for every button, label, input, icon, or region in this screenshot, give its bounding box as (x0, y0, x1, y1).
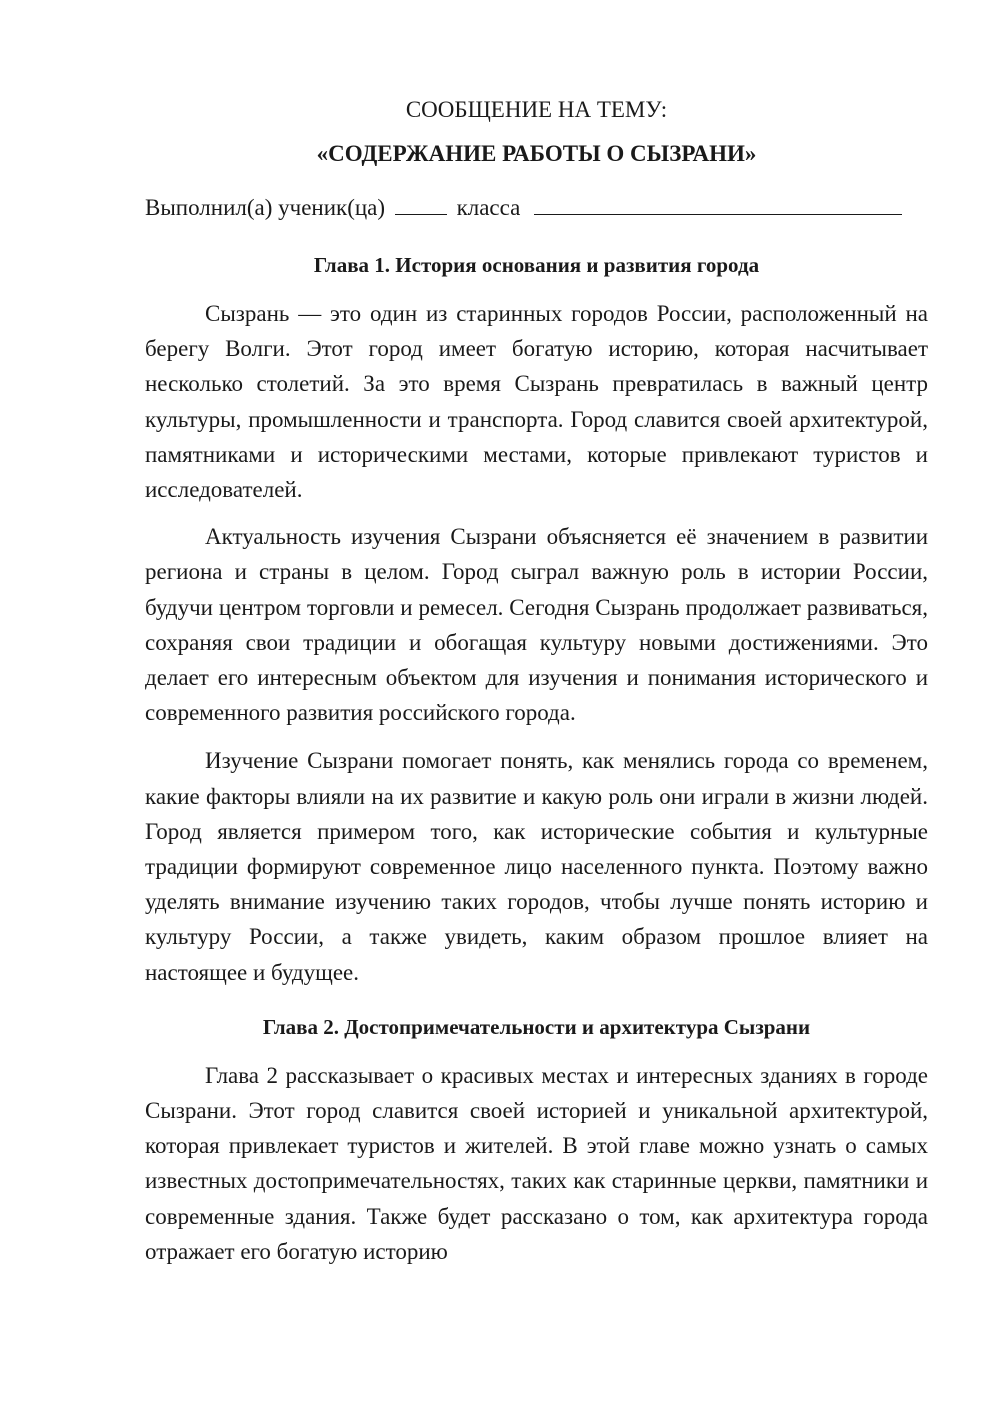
chapter1-paragraph-3: Изучение Сызрани помогает понять, как менялись города со временем, какие факторы влияли на их развитие и какую роль они играли в жизни людей. Город является примером того, как исторические события и культурные традиции формируют современное лицо населенного пункта. Поэтому важно уделять внимание изучению таких городов, чтобы лучше понять историю и культуру России, а также увидеть, каким образом прошлое влияет на настоящее и будущее. (145, 748, 928, 985)
class-word: класса (456, 195, 521, 220)
author-prefix: Выполнил(а) ученик(ца) (145, 195, 386, 220)
document-title-line2: «СОДЕРЖАНИЕ РАБОТЫ О СЫЗРАНИ» (316, 141, 757, 166)
chapter1-paragraph-2: Актуальность изучения Сызрани объясняется её значением в развитии региона и страны в целом. Город сыграл важную роль в истории России, будучи центром торговли и ремесел. Сегодня Сызрань продолжает развиваться, сохраняя свои традиции и обогащая культуру новыми достижениями. Это делает его интересным объектом для изучения и понимания исторического и современного развития российского города. (145, 524, 928, 726)
document-title-line1: СООБЩЕНИЕ НА ТЕМУ: (405, 97, 668, 122)
grade-blank (395, 194, 447, 215)
chapter1-paragraph-1: Сызрань — это один из старинных городов России, расположенный на берегу Волги. Этот город имеет богатую историю, которая насчитывает несколько столетий. За это время Сызрань превратилась в важный центр культуры, промышленности и транспорта. Город славится своей архитектурой, памятниками и историческими местами, которые привлекают туристов и исследователей. (145, 301, 928, 503)
class-name-blank (534, 194, 902, 215)
chapter2-title: Глава 2. Достопримечательности и архитектура Сызрани (262, 1014, 811, 1039)
author-line (145, 190, 928, 226)
document-page (145, 88, 928, 1269)
chapter2-paragraph-1: Глава 2 рассказывает о красивых местах и интересных зданиях в городе Сызрани. Этот город славится своей историей и уникальной архитектурой, которая привлекает туристов и жителей. В этой главе можно узнать о самых известных достопримечательностях, таких как старинные церкви, памятники и современные здания. Также будет рассказано о том, как архитектура города отражает его богатую историю (145, 1062, 928, 1264)
chapter1-title: Глава 1. История основания и развития города (313, 253, 760, 277)
